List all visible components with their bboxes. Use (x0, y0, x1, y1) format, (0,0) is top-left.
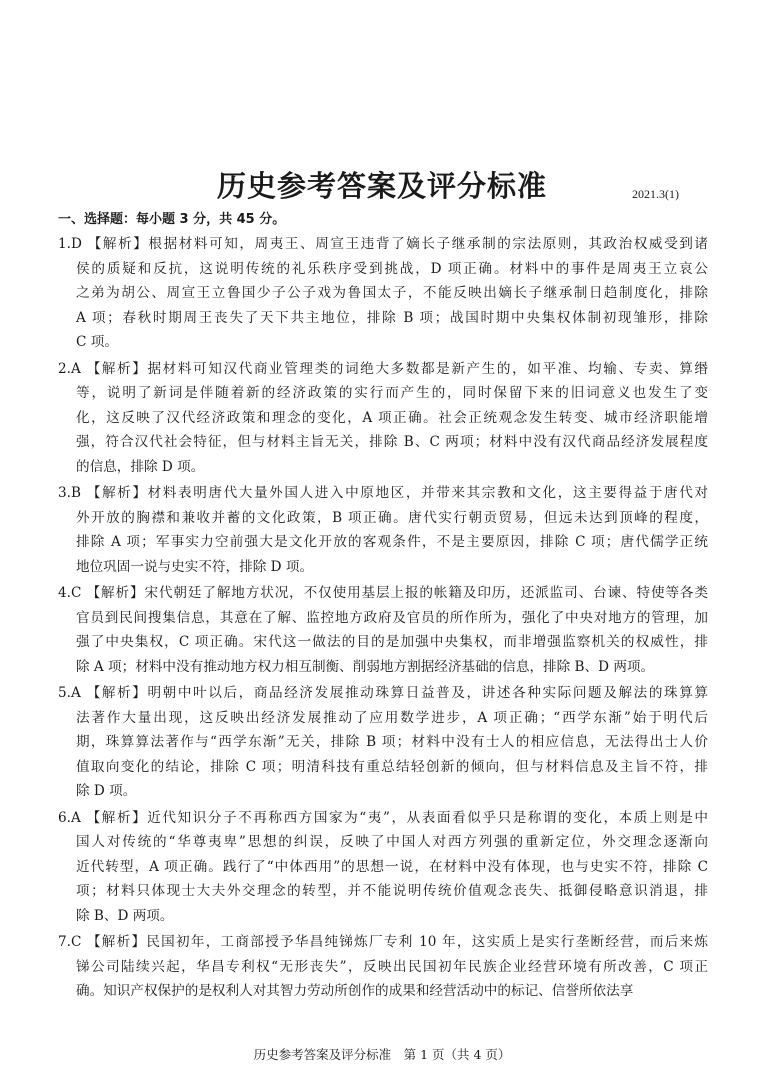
answer-line: 法著作大量出现，这反映出经济发展推动了应用数学进步，A 项正确；“西学东渐”始于明代后 (76, 709, 708, 726)
answer-line: 地位巩固一说与史实不符，排除 D 项。 (76, 558, 314, 575)
answer-line: 1.D 【解析】根据材料可知，周夷王、周宣王违背了嫡长子继承制的宗法原则，其政治权威受到诸 (58, 236, 708, 252)
answer-line: 近代转型，A 项正确。践行了“中体西用”的思想一说，在材料中没有体现，也与史实不符，排除 C (76, 858, 708, 875)
answer-line: 的信息，排除 D 项。 (76, 458, 205, 475)
answer-line: 除 D 项。 (76, 783, 137, 799)
answer-line: 3.B 【解析】材料表明唐代大量外国人进入中原地区，并带来其宗教和文化，这主要得益于唐代对 (58, 485, 708, 501)
page-title: 历史参考答案及评分标准 (216, 169, 547, 203)
answer-line: 锑公司陆续兴起，华昌专利权“无形丧失”，反映出民国初年民族企业经营环境有所改善，C 项正 (76, 958, 708, 975)
answer-line: 4.C 【解析】宋代朝廷了解地方状况，不仅使用基层上报的帐籍及印历，还派监司、台谏、特使等各类 (58, 585, 708, 601)
answer-line: 之弟为胡公、周宣王立鲁国少子公子戏为鲁国太子，不能反映出嫡长子继承制日趋制度化，排除 (76, 285, 708, 301)
answer-line: C 项。 (76, 334, 118, 350)
answer-line: 确。知识产权保护的是权利人对其智力劳动所创作的成果和经营活动中的标记、信誉所依法享 (76, 983, 634, 999)
document-date: 2021.3(1) (632, 187, 679, 201)
answer-item (58, 232, 708, 355)
answer-line: 等，说明了新词是伴随着新的经济政策的实行而产生的，同时保留下来的旧词意义也发生了变 (76, 385, 708, 401)
answer-line: 除 B、D 两项。 (76, 907, 174, 924)
answer-line: 侯的质疑和反抗，这说明传统的礼乐秩序受到挑战，D 项正确。材料中的事件是周夷王立哀公 (76, 260, 708, 277)
answer-line: 6.A 【解析】近代知识分子不再称西方国家为“夷”，从表面看似乎只是称谓的变化，本质上则是中 (58, 809, 708, 826)
page-footer: 历史参考答案及评分标准 第 1 页（共 4 页） (253, 1047, 511, 1062)
answer-line: 7.C 【解析】民国初年，工商部授予华昌纯锑炼厂专利 10 年，这实质上是实行垄断经营，而后来炼 (58, 934, 708, 950)
answer-item (58, 481, 708, 579)
answer-line: 强了中央集权，C 项正确。宋代这一做法的目的是加强中央集权，而非增强监察机关的权威性，排 (76, 634, 708, 650)
answer-line: 除 A 项；材料中没有推动地方权力相互制衡、削弱地方割据经济基础的信息，排除 B、D 两项。 (76, 658, 655, 675)
answer-line: 国人对传统的“华尊夷卑”思想的纠误，反映了中国人对西方列强的重新定位，外交理念逐渐向 (76, 834, 708, 850)
answer-line: 期，珠算算法著作与“西学东渐”无关，排除 B 项；材料中没有士人的相应信息，无法得出士人价 (76, 734, 708, 750)
answer-line: A 项；春秋时期周王丧失了天下共主地位，排除 B 项；战国时期中央集权体制初现雏形，排除 (76, 309, 708, 326)
answer-line: 排除 A 项；军事实力空前强大是文化开放的客观条件，不是主要原因，排除 C 项；唐代儒学正统 (76, 534, 708, 550)
answer-item (58, 806, 708, 929)
answer-line: 强，符合汉代社会特征，但与材料主旨无关，排除 B、C 两项；材料中没有汉代商品经济发展程度 (76, 434, 708, 450)
answer-line: 化，这反映了汉代经济政策和理念的变化，A 项正确。社会正统观念发生转变、城市经济职能增 (76, 409, 708, 426)
answer-list (58, 232, 708, 1006)
answer-item (58, 681, 708, 804)
answer-item (58, 930, 708, 1004)
answer-line: 官员到民间搜集信息，其意在了解、监控地方政府及官员的所作所为，强化了中央对地方的管理，加 (76, 609, 708, 626)
answer-line: 2.A 【解析】据材料可知汉代商业管理类的词绝大多数都是新产生的，如平准、均输、专卖、算缗 (58, 360, 708, 377)
section-heading: 一、选择题：每小题 3 分，共 45 分。 (58, 212, 286, 227)
answer-line: 5.A 【解析】明朝中叶以后，商品经济发展推动珠算日益普及，讲述各种实际问题及解法的珠算算 (58, 685, 708, 701)
answer-item (58, 357, 708, 480)
answer-item (58, 581, 708, 679)
answer-line: 外开放的胸襟和兼收并蓄的文化政策，B 项正确。唐代实行朝贡贸易，但远未达到顶峰的程度， (76, 509, 708, 526)
answer-line: 值取向变化的结论，排除 C 项；明清科技有重总结轻创新的倾向，但与材料信息及主旨不符，排 (76, 758, 708, 775)
answer-line: 项；材料只体现士大夫外交理念的转型，并不能说明传统价值观念丧失、抵御侵略意识消退，排 (76, 883, 708, 899)
